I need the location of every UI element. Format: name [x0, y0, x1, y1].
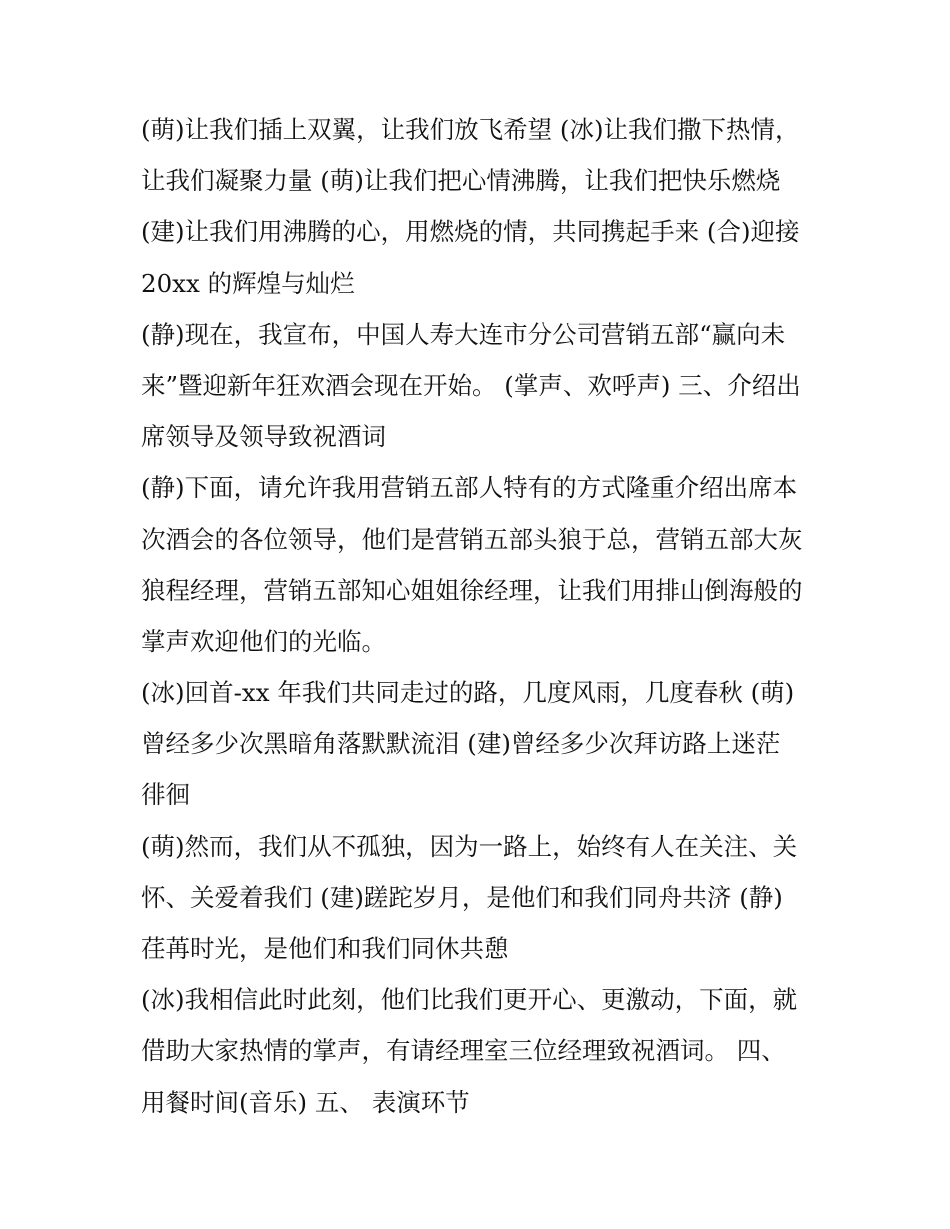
text-line: (萌)让我们插上双翼，让我们放飞希望 (冰)让我们撒下热情， [141, 115, 800, 144]
text-line: 让我们凝聚力量 (萌)让我们把心情沸腾，让我们把快乐燃烧 [141, 166, 781, 196]
text-line: 掌声欢迎他们的光临。 [141, 626, 386, 656]
text-line: 荏苒时光，是他们和我们同休共憩 [141, 934, 509, 963]
text-line: 20xx 的辉煌与灿烂 [141, 268, 355, 298]
text-line: (建)让我们用沸腾的心，用燃烧的情，共同携起手来 (合)迎接 [141, 217, 800, 247]
document-body [141, 104, 821, 1128]
text-line: 怀、关爱着我们 (建)蹉跎岁月，是他们和我们同舟共济 (静) [141, 882, 783, 912]
text-line: 席领导及领导致祝酒词 [141, 422, 386, 452]
text-line: (静)现在，我宣布，中国人寿大连市分公司营销五部“赢向未 [141, 319, 786, 349]
text-line: (冰)回首-xx 年我们共同走过的路，几度风雨，几度春秋 (萌) [141, 678, 795, 708]
text-line: 借助大家热情的掌声，有请经理室三位经理致祝酒词。 四、 [141, 1036, 786, 1066]
text-line: 来”暨迎新年狂欢酒会现在开始。 (掌声、欢呼声) 三、介绍出 [141, 370, 801, 400]
text-line: 狼程经理，营销五部知心姐姐徐经理，让我们用排山倒海般的 [141, 575, 803, 605]
text-line: 次酒会的各位领导，他们是营销五部头狼于总，营销五部大灰 [141, 524, 803, 554]
text-line: 徘徊 [141, 780, 190, 810]
text-line: (冰)我相信此时此刻，他们比我们更开心、更激动，下面，就 [141, 985, 798, 1015]
text-line: 曾经多少次黑暗角落默默流泪 (建)曾经多少次拜访路上迷茫 [141, 729, 781, 759]
text-line: 用餐时间(音乐) 五、 表演环节 [141, 1087, 470, 1117]
text-line: (静)下面，请允许我用营销五部人特有的方式隆重介绍出席本 [141, 473, 798, 503]
text-line: (萌)然而，我们从不孤独，因为一路上，始终有人在关注、关 [141, 831, 798, 861]
